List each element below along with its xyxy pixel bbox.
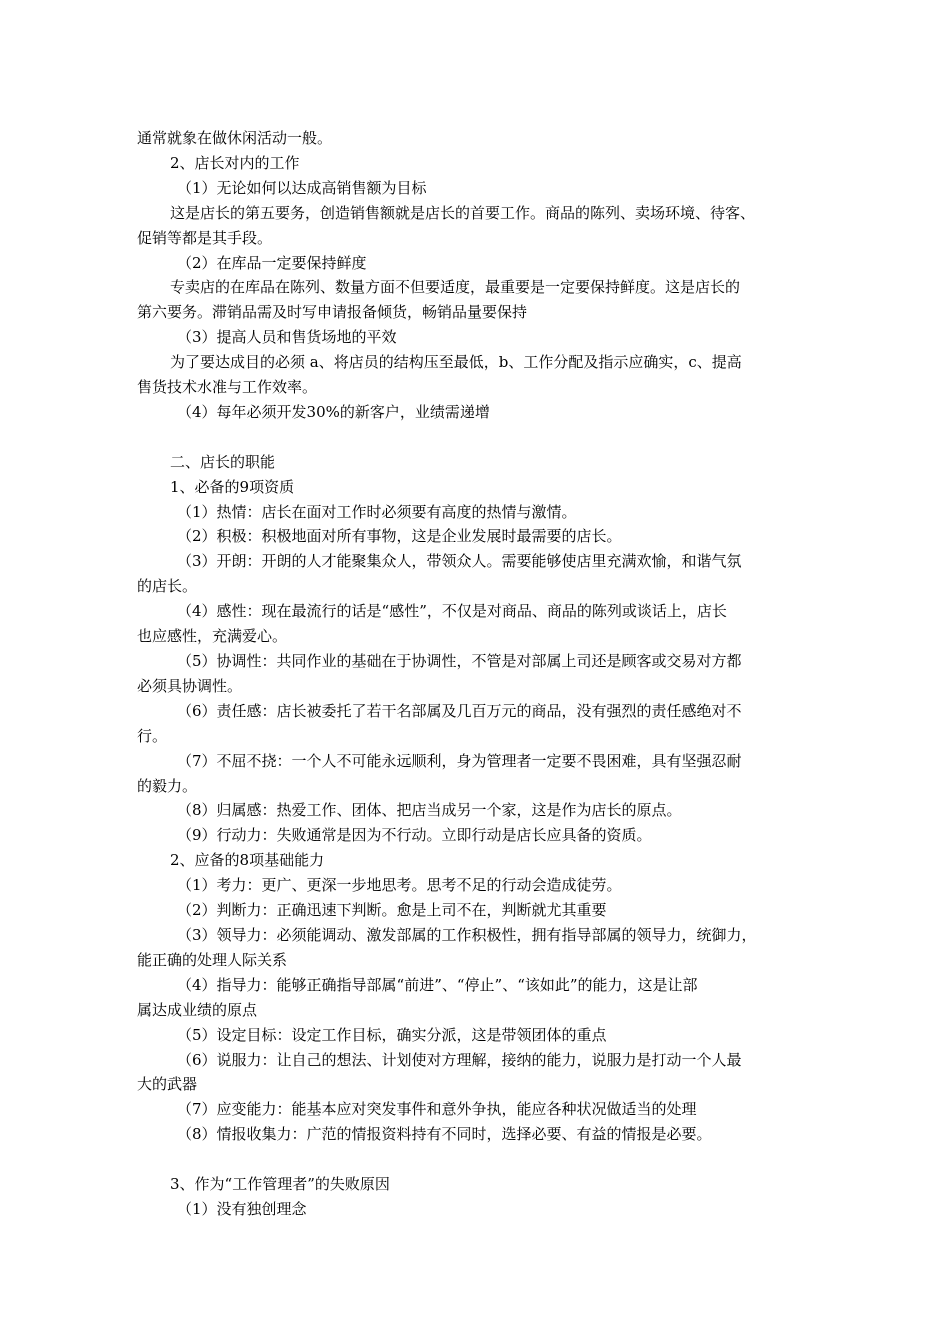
blank-line <box>137 1147 827 1172</box>
text-line: 专卖店的在库品在陈列、数量方面不但要适度，最重要是一定要保持鲜度。这是店长的 <box>170 278 741 297</box>
text-line: （4）每年必须开发30%的新客户，业绩需递增 <box>177 402 490 421</box>
text-line: 促销等都是其手段。 <box>137 228 273 247</box>
text-line: （2）在库品一定要保持鲜度 <box>177 253 367 272</box>
text-line: 2、应备的8项基础能力 <box>170 851 325 870</box>
text-line: （5）设定目标：设定工作目标，确实分派，这是带领团体的重点 <box>177 1025 607 1044</box>
document-body <box>137 126 827 1222</box>
text-line: （2）积极：积极地面对所有事物，这是企业发展时最需要的店长。 <box>177 527 622 546</box>
text-line: 的毅力。 <box>137 776 198 795</box>
text-line: （5）协调性：共同作业的基础在于协调性，不管是对部属上司还是顾客或交易对方都 <box>177 652 742 671</box>
text-line: 也应感性，充满爱心。 <box>137 627 288 646</box>
text-line: （8）归属感：热爱工作、团体、把店当成另一个家，这是作为店长的原点。 <box>177 801 682 820</box>
text-line: （1）没有独创理念 <box>177 1199 307 1218</box>
text-line: （4）指导力：能够正确指导部属“前进”、“停止”、“该如此”的能力，这是让部 <box>177 975 698 994</box>
text-line: （9）行动力：失败通常是因为不行动。立即行动是店长应具备的资质。 <box>177 826 652 845</box>
text-line: （1）无论如何以达成高销售额为目标 <box>177 178 427 197</box>
text-line: 2、店长对内的工作 <box>170 153 300 172</box>
text-line: （8）情报收集力：广范的情报资料持有不同时，选择必要、有益的情报是必要。 <box>177 1125 712 1144</box>
text-line: 二、店长的职能 <box>170 452 276 471</box>
text-line: 第六要务。滞销品需及时写申请报备倾货，畅销品量要保持 <box>137 303 528 322</box>
text-line: （7）应变能力：能基本应对突发事件和意外争执，能应各种状况做适当的处理 <box>177 1100 697 1119</box>
text-line: 能正确的处理人际关系 <box>137 950 288 969</box>
text-line: （3）开朗：开朗的人才能聚集众人，带领众人。需要能够使店里充满欢愉，和谐气氛 <box>177 552 742 571</box>
text-line: 售货技术水准与工作效率。 <box>137 378 318 397</box>
text-line: 大的武器 <box>137 1075 198 1094</box>
text-line: 3、作为“工作管理者”的失败原因 <box>170 1175 390 1194</box>
text-line: （4）感性：现在最流行的话是“感性”，不仅是对商品、商品的陈列或谈话上，店长 <box>177 602 727 621</box>
text-line: （7）不屈不挠：一个人不可能永远顺利，身为管理者一定要不畏困难，具有坚强忍耐 <box>177 751 742 770</box>
text-line: （3）提高人员和售货场地的平效 <box>177 328 397 347</box>
text-line: （6）责任感：店长被委托了若干名部属及几百万元的商品，没有强烈的责任感绝对不 <box>177 701 742 720</box>
text-line: 属达成业绩的原点 <box>137 1000 258 1019</box>
text-line: （1）热情：店长在面对工作时必须要有高度的热情与激情。 <box>177 502 577 521</box>
text-line: 通常就象在做休闲活动一般。 <box>137 129 333 147</box>
blank-line <box>137 425 827 450</box>
text-line: 的店长。 <box>137 577 198 596</box>
text-line: 这是店长的第五要务，创造销售额就是店长的首要工作。商品的陈列、卖场环境、待客、 <box>170 203 756 222</box>
text-line: 为了要达成目的必须 a、将店员的结构压至最低，b、工作分配及指示应确实，c、提高 <box>170 353 742 372</box>
text-line: （1）考力：更广、更深一步地思考。思考不足的行动会造成徒劳。 <box>177 876 622 895</box>
text-line: （2）判断力：正确迅速下判断。愈是上司不在，判断就尤其重要 <box>177 901 607 920</box>
text-line: 行。 <box>137 726 168 745</box>
text-line: 必须具协调性。 <box>137 676 243 695</box>
text-line: （6）说服力：让自己的想法、计划使对方理解，接纳的能力，说服力是打动一个人最 <box>177 1050 742 1069</box>
text-line: （3）领导力：必须能调动、激发部属的工作积极性，拥有指导部属的领导力，统御力， <box>177 925 757 944</box>
text-line: 1、必备的9项资质 <box>170 477 295 496</box>
